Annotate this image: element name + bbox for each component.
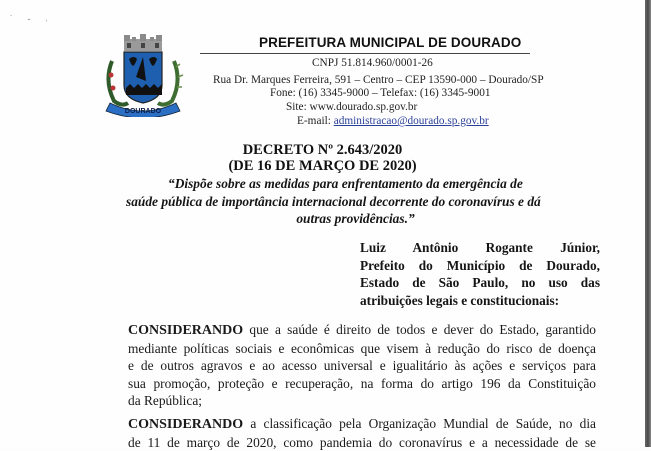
paragraph-line: mediante políticas sociais e econômicas que visem à redução do risco de doença <box>128 340 596 356</box>
decree-summary <box>128 175 583 228</box>
preamble-line: Luiz Antônio Rogante Júnior, <box>360 240 600 255</box>
preamble-line: atribuições legais e constitucionais: <box>360 292 560 308</box>
decree-date: (DE 16 DE MARÇO DE 2020) <box>228 158 417 174</box>
paragraph-line: sua promoção, proteção e recuperação, na forma do artigo 196 da Constituição <box>128 375 596 391</box>
considering-keyword: CONSIDERANDO <box>128 417 244 432</box>
site-text: Site: www.dourado.sp.gov.br <box>286 101 418 113</box>
considering-keyword: CONSIDERANDO <box>128 323 244 338</box>
preamble-line: Estado de São Paulo, no uso das <box>360 275 600 290</box>
paragraph-line: e de outros agravos e ao acesso universal e igualitário às ações e serviços para <box>128 358 596 374</box>
municipal-seal-icon <box>102 33 184 117</box>
preamble-line: Prefeito do Município de Dourado, <box>360 257 600 273</box>
decree-number: DECRETO Nº 2.643/2020 <box>242 142 403 158</box>
mayor-preamble <box>360 239 600 309</box>
paragraph-text: a classificação pela Organização Mundial de Saúde, no dia <box>243 416 596 431</box>
summary-line: “Dispõe sobre as medidas para enfrentamento da emergência de <box>168 176 523 191</box>
scan-specks: ˙ - ˒ <box>10 14 54 24</box>
paragraph-line: de 11 de março de 2020, como pandemia do coronavírus e a necessidade de se <box>128 434 596 450</box>
phone-text: Fone: (16) 3345-9000 – Telefax: (16) 3345-9001 <box>270 87 491 99</box>
scan-page-edge <box>645 0 651 447</box>
cnpj-text: CNPJ 51.814.960/0001-26 <box>312 57 433 69</box>
email-line <box>297 115 489 127</box>
considering-paragraph <box>128 321 596 410</box>
summary-line: saúde pública de importância internacional decorrente do coronavírus e dá <box>126 193 541 209</box>
paragraph-text: que a saúde é direito de todos e dever do Estado, garantido <box>243 322 596 337</box>
considering-paragraph <box>128 415 596 451</box>
seal-ribbon-text: DOURADO <box>124 108 162 115</box>
institution-title: PREFEITURA MUNICIPAL DE DOURADO <box>259 35 522 50</box>
summary-line: outras providências.” <box>296 211 415 226</box>
email-link[interactable]: administracao@dourado.sp.gov.br <box>333 115 489 127</box>
paragraph-line: da República; <box>128 393 202 409</box>
address-text: Rua Dr. Marques Ferreira, 591 – Centro – CEP 13590-000 – Dourado/SP <box>213 74 544 86</box>
email-label: E-mail: <box>297 115 334 127</box>
header-divider <box>200 53 530 54</box>
